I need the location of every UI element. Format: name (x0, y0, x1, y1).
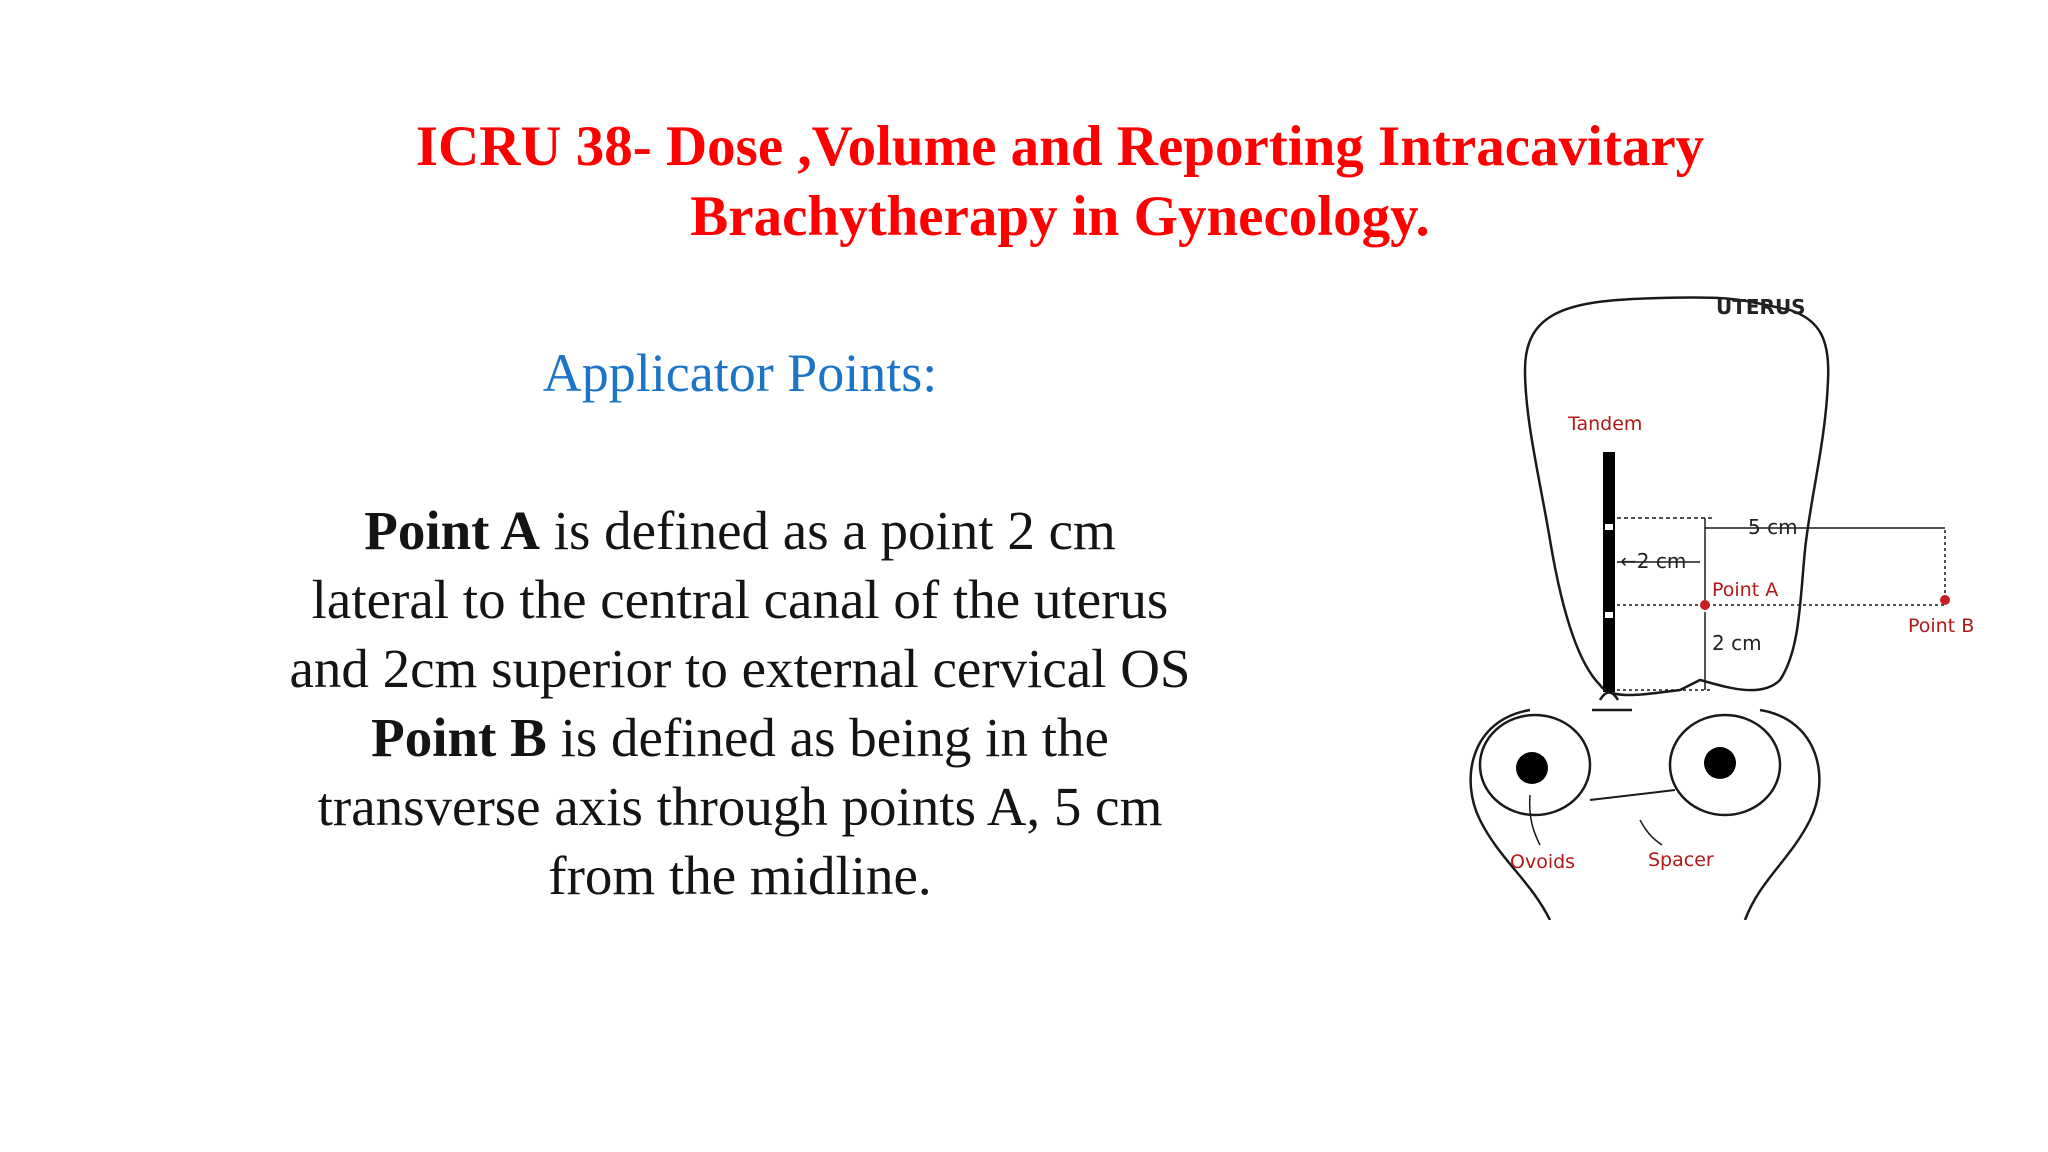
ovoids-label: Ovoids (1510, 851, 1576, 873)
slide-title (200, 112, 1920, 252)
applicator-diagram (1400, 280, 2020, 920)
tandem-label: Tandem (1568, 413, 1643, 435)
slide-title-line-2: Brachytherapy in Gynecology. (690, 185, 1430, 248)
definition-line: and 2cm superior to external cervical OS (289, 638, 1191, 699)
point-a-marker (1700, 600, 1710, 610)
spacer-label: Spacer (1648, 849, 1714, 871)
point-b-label: Point B (1908, 615, 1975, 637)
tandem-marker (1605, 612, 1613, 618)
point-a-text: is defined as a point 2 cm (539, 500, 1116, 561)
definition-line: lateral to the central canal of the uterus (311, 569, 1169, 630)
definition-line: transverse axis through points A, 5 cm (317, 776, 1163, 837)
definition-line: from the midline. (548, 845, 932, 906)
definition-line (200, 496, 1280, 565)
ovoid-leader (1530, 795, 1540, 845)
definitions-paragraph (200, 496, 1280, 910)
uterus-outline (1525, 298, 1828, 696)
lateral-2cm-label: ←2 cm (1620, 549, 1687, 573)
point-b-term: Point B (371, 707, 547, 768)
point-b-text: is defined as being in the (546, 707, 1109, 768)
spacer-leader (1640, 820, 1662, 845)
point-a-term: Point A (364, 500, 540, 561)
right-ovoid-source (1704, 747, 1736, 779)
spacer-bar (1590, 790, 1675, 800)
point-a-label: Point A (1712, 579, 1779, 601)
applicator-diagram-svg (1400, 280, 2020, 920)
applicator-points-heading: Applicator Points: (542, 343, 938, 403)
uterus-label: UTERUS (1716, 295, 1806, 319)
point-b-marker (1940, 595, 1950, 605)
definition-line (200, 703, 1280, 772)
lateral-5cm-label: 5 cm (1748, 515, 1798, 539)
slide-title-line-1: ICRU 38- Dose ,Volume and Reporting Intracavitary (415, 115, 1705, 178)
tandem-rod (1603, 452, 1615, 692)
tandem-marker (1605, 524, 1613, 530)
left-ovoid-source (1516, 752, 1548, 784)
vertical-2cm-label: 2 cm (1712, 631, 1762, 655)
